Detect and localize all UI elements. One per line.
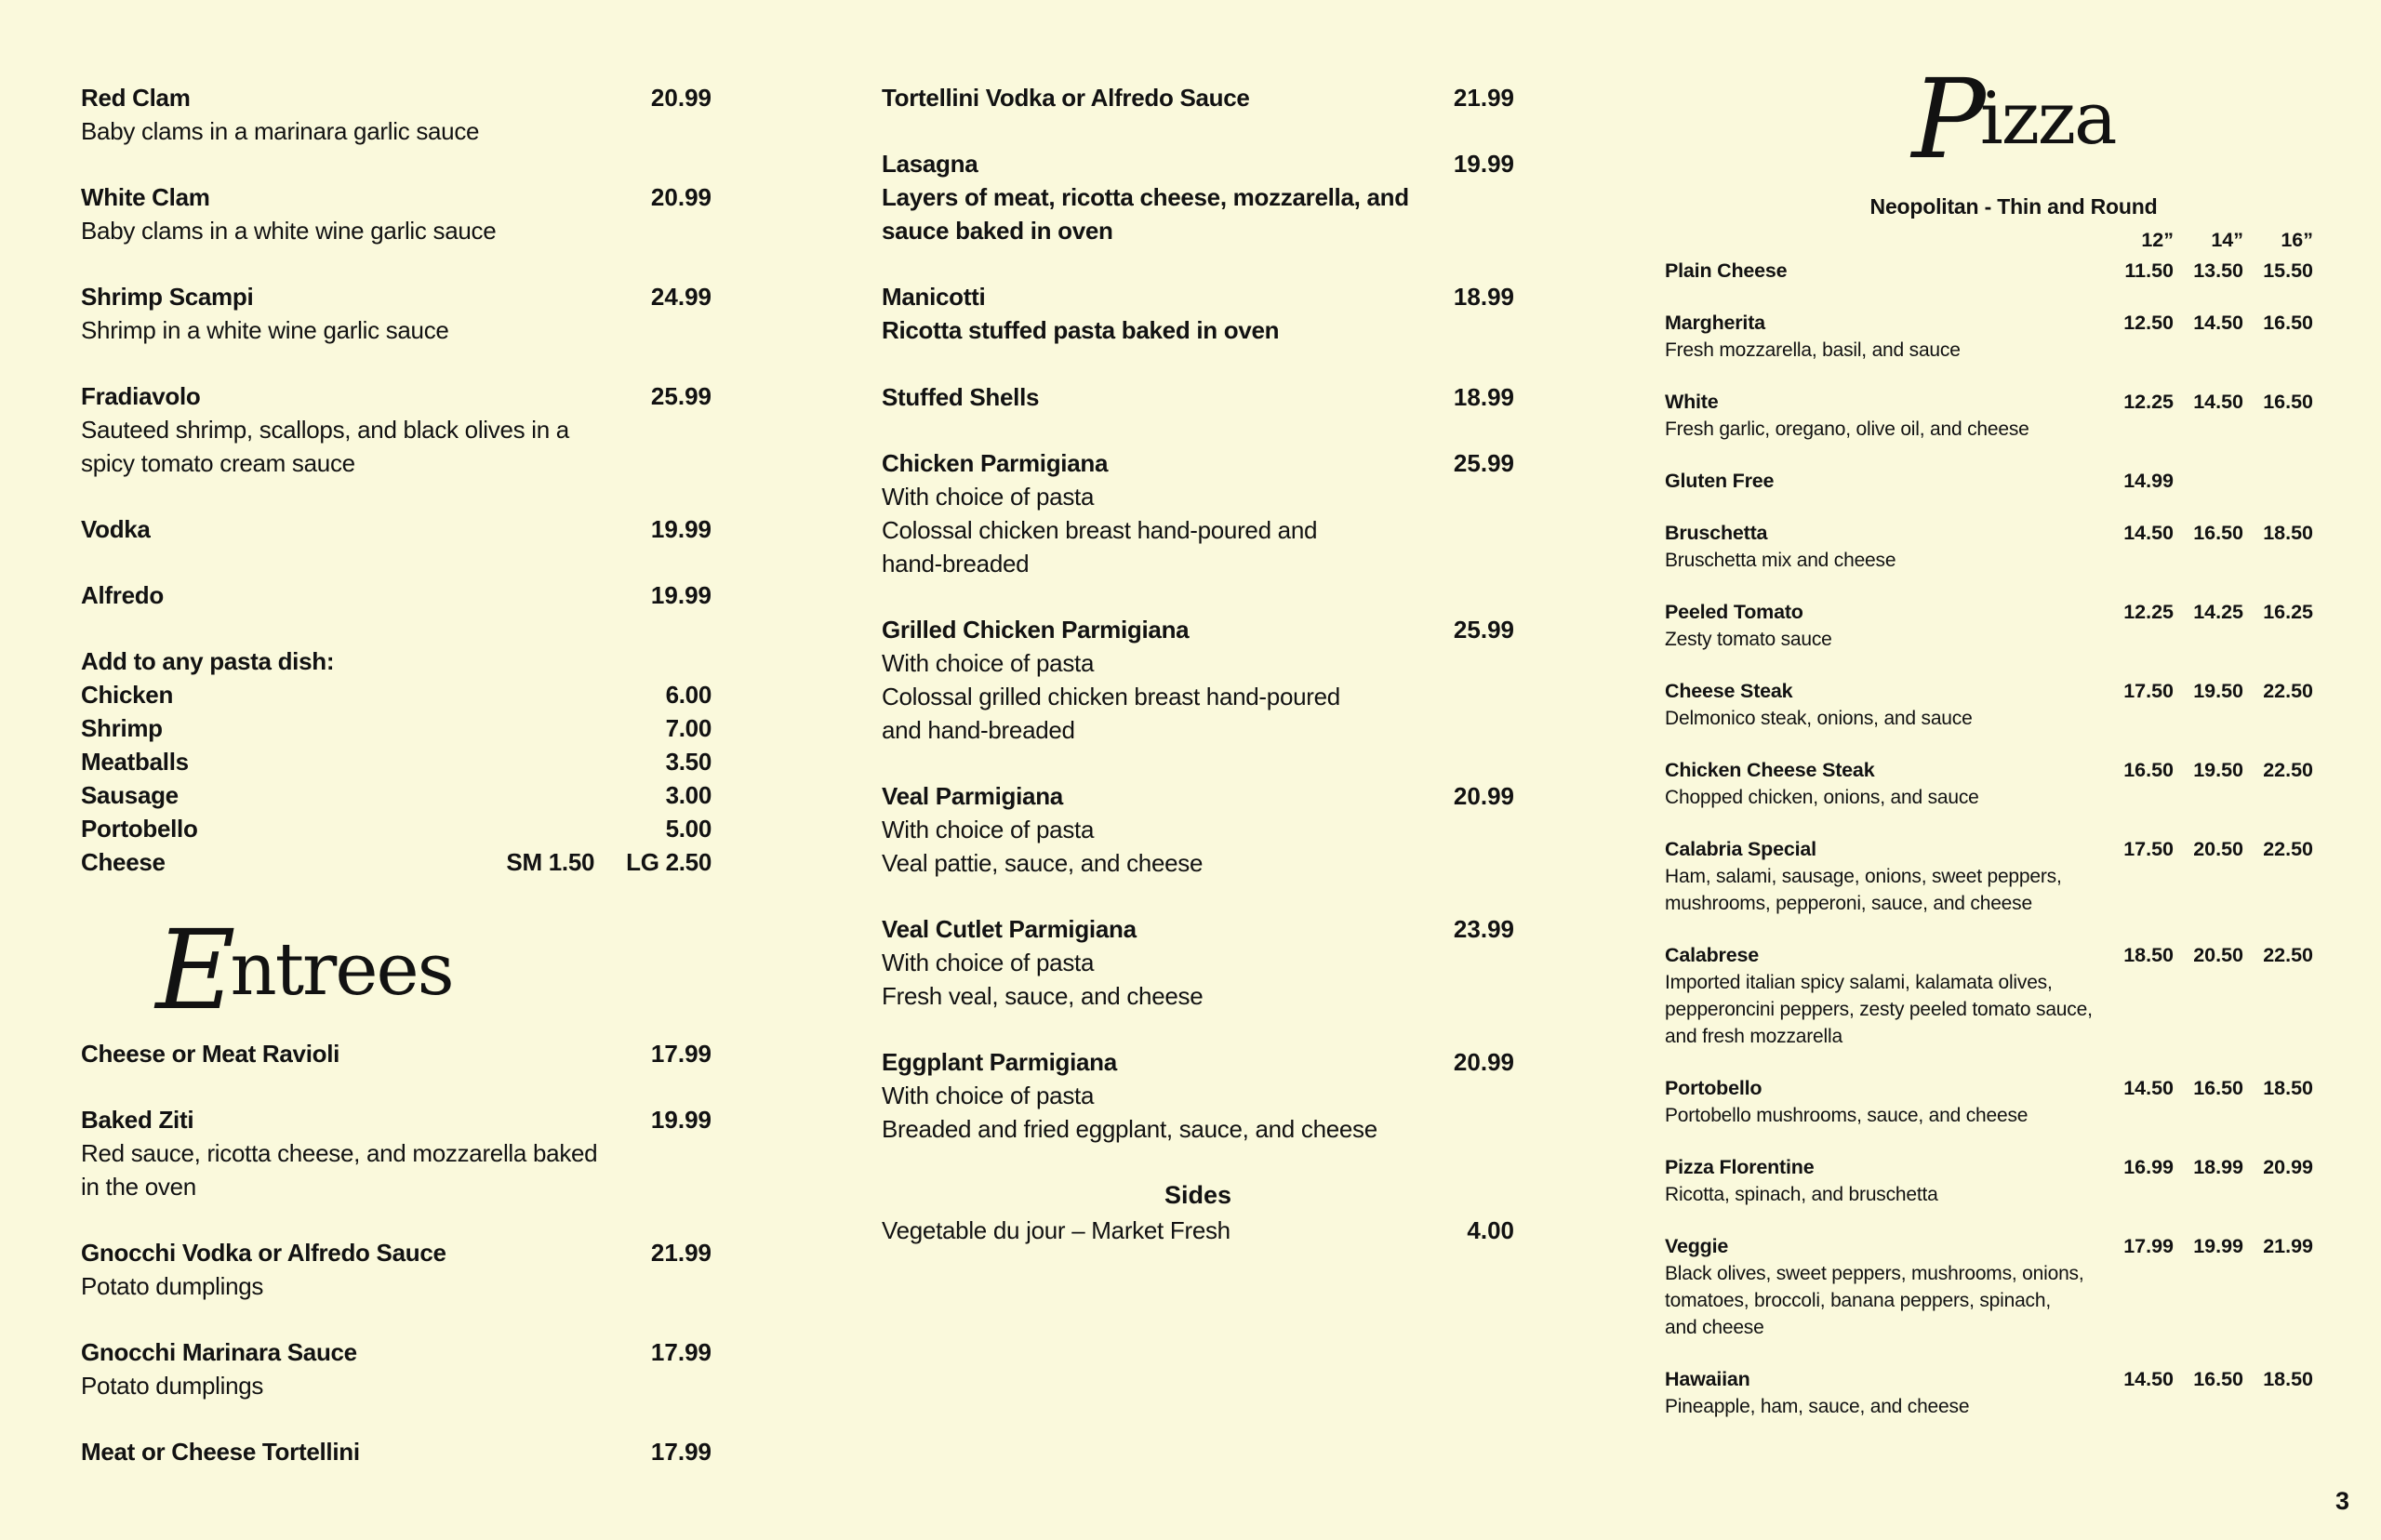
menu-item-desc-line: Baby clams in a white wine garlic sauce xyxy=(81,217,497,245)
addon-price: 7.00 xyxy=(665,714,712,742)
menu-item-name: Veal Parmigiana xyxy=(882,782,1063,810)
pizza-item xyxy=(1665,757,2313,811)
page-number: 3 xyxy=(2334,1487,2349,1515)
menu-item-desc-line: Baby clams in a marinara garlic sauce xyxy=(81,117,480,145)
pizza-item-row xyxy=(1665,757,2313,784)
pizza-price-12: 12.25 xyxy=(2123,601,2174,623)
pizza-item-row xyxy=(1665,1154,2313,1181)
pizza-size-header-row xyxy=(1665,227,2313,254)
menu-item-desc-line: Red sauce, ricotta cheese, and mozzarella baked xyxy=(81,1139,598,1167)
menu-item-row xyxy=(81,280,712,313)
menu-item xyxy=(81,379,712,480)
pizza-price-12: 14.50 xyxy=(2123,1368,2174,1390)
menu-item-desc-line: Shrimp in a white wine garlic sauce xyxy=(81,316,449,344)
pizza-price-12: 18.50 xyxy=(2123,944,2174,966)
pizza-item xyxy=(1665,520,2313,574)
pizza-item-row xyxy=(1665,599,2313,626)
menu-item xyxy=(882,380,1514,414)
pizza-price-16: 22.50 xyxy=(2263,944,2313,966)
pizza-item-desc-line: Chopped chicken, onions, and sauce xyxy=(1665,787,1979,808)
menu-item-row xyxy=(882,380,1514,414)
menu-item xyxy=(81,1037,712,1070)
size-header-12: 12” xyxy=(2141,229,2174,251)
pizza-item xyxy=(1665,1233,2313,1341)
pizza-item-desc-line: pepperoncini peppers, zesty peeled tomato sauce, xyxy=(1665,999,2093,1020)
menu-item xyxy=(81,280,712,347)
pizza-price-12: 12.25 xyxy=(2123,391,2174,413)
menu-item-price: 24.99 xyxy=(650,283,712,311)
size-header-spacer xyxy=(1665,227,2104,254)
pizza-price-16: 18.50 xyxy=(2263,1368,2313,1390)
pizza-price-14: 13.50 xyxy=(2193,259,2243,282)
menu-item xyxy=(81,512,712,546)
cheese-price-group xyxy=(506,845,712,879)
menu-item-desc-line: Sauteed shrimp, scallops, and black olives in a xyxy=(81,416,569,444)
addon-price-small: SM 1.50 xyxy=(506,848,595,876)
menu-item-name: Veal Cutlet Parmigiana xyxy=(882,915,1137,943)
menu-item-row xyxy=(81,1236,712,1269)
pizza-item-desc-line: Ham, salami, sausage, onions, sweet peppers, xyxy=(1665,866,2062,887)
menu-item-desc-line: With choice of pasta xyxy=(882,816,1095,843)
pizza-item-desc-line: Portobello mushrooms, sauce, and cheese xyxy=(1665,1105,2029,1126)
menu-item-name: Alfredo xyxy=(81,581,164,609)
menu-item-desc-line: Veal pattie, sauce, and cheese xyxy=(882,849,1204,877)
menu-item-desc-line: With choice of pasta xyxy=(882,649,1095,677)
menu-item-desc-line: Colossal chicken breast hand-poured and xyxy=(882,516,1318,544)
addon-row-cheese xyxy=(81,845,712,879)
pizza-item-desc-line: mushrooms, pepperoni, sauce, and cheese xyxy=(1665,893,2032,914)
pizza-section-heading xyxy=(1716,54,2311,184)
pizza-item-name: Plain Cheese xyxy=(1665,259,1788,282)
menu-item xyxy=(882,1045,1514,1146)
pizza-item xyxy=(1665,310,2313,364)
menu-item-row xyxy=(81,512,712,546)
menu-item xyxy=(81,1435,712,1468)
pizza-price-14: 14.50 xyxy=(2193,312,2243,334)
pizza-price-12: 16.99 xyxy=(2123,1156,2174,1178)
pizza-price-14: 18.99 xyxy=(2193,1156,2243,1178)
menu-item-price: 20.99 xyxy=(650,183,712,211)
menu-item-desc-line: With choice of pasta xyxy=(882,949,1095,976)
pizza-item-row xyxy=(1665,836,2313,863)
pizza-item-desc-line: Zesty tomato sauce xyxy=(1665,629,1832,650)
entrees-heading-initial: E xyxy=(155,905,231,1034)
addon-name: Cheese xyxy=(81,848,166,876)
menu-item-price: 20.99 xyxy=(1453,1048,1514,1076)
pizza-item xyxy=(1665,389,2313,443)
size-header-16: 16” xyxy=(2281,229,2313,251)
menu-item-row xyxy=(882,912,1514,946)
menu-item-name: Gnocchi Vodka or Alfredo Sauce xyxy=(81,1239,446,1267)
pizza-price-14: 16.50 xyxy=(2193,1368,2243,1390)
pizza-price-14: 19.99 xyxy=(2193,1235,2243,1257)
menu-item-desc-line: sauce baked in oven xyxy=(882,217,1113,245)
pizza-price-16: 22.50 xyxy=(2263,759,2313,781)
pizza-price-12: 12.50 xyxy=(2123,312,2174,334)
pizza-item-name: Cheese Steak xyxy=(1665,680,1793,702)
pizza-item-desc-line: Delmonico steak, onions, and sauce xyxy=(1665,708,1973,729)
pizza-item-name: Calabria Special xyxy=(1665,838,1816,860)
pizza-item xyxy=(1665,836,2313,917)
pizza-item xyxy=(1665,1366,2313,1420)
pizza-item-desc-line: tomatoes, broccoli, banana peppers, spinach, xyxy=(1665,1290,2051,1311)
pizza-item-name: Calabrese xyxy=(1665,944,1759,966)
menu-item xyxy=(882,779,1514,880)
pizza-price-12: 14.50 xyxy=(2123,522,2174,544)
addon-name: Chicken xyxy=(81,681,174,709)
pizza-price-16: 16.50 xyxy=(2263,391,2313,413)
menu-item xyxy=(882,147,1514,247)
menu-item xyxy=(882,912,1514,1013)
menu-item-row xyxy=(81,1103,712,1136)
pizza-column xyxy=(1665,54,2313,1445)
menu-item xyxy=(81,1103,712,1203)
menu-item-desc-line: Colossal grilled chicken breast hand-poured xyxy=(882,683,1340,710)
menu-item-name: White Clam xyxy=(81,183,210,211)
menu-item-row xyxy=(81,81,712,114)
menu-item-name: Red Clam xyxy=(81,84,191,112)
menu-item-name: Meat or Cheese Tortellini xyxy=(81,1438,360,1466)
menu-item-price: 20.99 xyxy=(650,84,712,112)
pizza-item-row xyxy=(1665,678,2313,705)
menu-item-price: 25.99 xyxy=(1453,616,1514,644)
pizza-price-14: 19.50 xyxy=(2193,759,2243,781)
menu-item-name: Fradiavolo xyxy=(81,382,201,410)
menu-item-row xyxy=(81,1435,712,1468)
menu-item-price: 19.99 xyxy=(650,581,712,609)
menu-item-desc-line: spicy tomato cream sauce xyxy=(81,449,355,477)
menu-item-row xyxy=(81,578,712,612)
pizza-item-desc-line: Pineapple, ham, sauce, and cheese xyxy=(1665,1396,1970,1417)
pizza-item xyxy=(1665,1075,2313,1129)
side-item-price: 4.00 xyxy=(1467,1216,1514,1244)
pizza-item-name: Pizza Florentine xyxy=(1665,1156,1815,1178)
addon-row xyxy=(81,778,712,812)
pizza-item-name: Portobello xyxy=(1665,1077,1762,1099)
menu-item xyxy=(882,446,1514,580)
menu-item-desc-line: hand-breaded xyxy=(882,550,1030,578)
menu-item-row xyxy=(81,180,712,214)
pizza-price-14: 20.50 xyxy=(2193,838,2243,860)
side-item-row xyxy=(882,1214,1514,1247)
pizza-price-12: 11.50 xyxy=(2124,259,2174,282)
menu-item-desc-line: Ricotta stuffed pasta baked in oven xyxy=(882,316,1280,344)
pizza-price-14: 14.25 xyxy=(2193,601,2243,623)
menu-item-row xyxy=(81,1037,712,1070)
pizza-item-row xyxy=(1665,520,2313,547)
menu-item-row xyxy=(882,446,1514,480)
pizza-price-16: 16.50 xyxy=(2263,312,2313,334)
pizza-item-name: Veggie xyxy=(1665,1235,1729,1257)
menu-item-row xyxy=(81,379,712,413)
addon-row xyxy=(81,711,712,745)
pizza-item-name: Margherita xyxy=(1665,312,1765,334)
pizza-price-16: 20.99 xyxy=(2263,1156,2313,1178)
addon-price: 3.00 xyxy=(665,781,712,809)
pizza-price-16: 22.50 xyxy=(2263,680,2313,702)
menu-item-desc-line: Fresh veal, sauce, and cheese xyxy=(882,982,1204,1010)
menu-item-price: 25.99 xyxy=(650,382,712,410)
menu-item-row xyxy=(882,147,1514,180)
menu-item xyxy=(882,280,1514,347)
menu-item-price: 17.99 xyxy=(650,1438,712,1466)
pizza-header xyxy=(1716,54,2311,219)
pizza-price-14: 16.50 xyxy=(2193,522,2243,544)
menu-item-name: Cheese or Meat Ravioli xyxy=(81,1040,340,1068)
addons-heading: Add to any pasta dish: xyxy=(81,647,335,675)
menu-item-row xyxy=(882,613,1514,646)
menu-item-price: 19.99 xyxy=(650,1106,712,1134)
menu-item-price: 18.99 xyxy=(1453,383,1514,411)
menu-item-price: 23.99 xyxy=(1453,915,1514,943)
pizza-item-row xyxy=(1665,942,2313,969)
pizza-price-12: 16.50 xyxy=(2123,759,2174,781)
pizza-heading-initial: P xyxy=(1911,54,1980,183)
pasta-column xyxy=(81,81,712,1501)
pizza-price-16: 18.50 xyxy=(2263,1077,2313,1099)
menu-item-name: Grilled Chicken Parmigiana xyxy=(882,616,1190,644)
pizza-item xyxy=(1665,942,2313,1050)
pizza-price-12: 14.50 xyxy=(2123,1077,2174,1099)
menu-item-desc-line: Potato dumplings xyxy=(81,1372,264,1400)
menu-item-desc-line: in the oven xyxy=(81,1173,196,1201)
menu-item-desc-line: With choice of pasta xyxy=(882,483,1095,511)
menu-item-desc-line: With choice of pasta xyxy=(882,1082,1095,1109)
menu-item-price: 21.99 xyxy=(650,1239,712,1267)
pizza-price-14: 20.50 xyxy=(2193,944,2243,966)
menu-item-name: Chicken Parmigiana xyxy=(882,449,1109,477)
pizza-item-name: Peeled Tomato xyxy=(1665,601,1803,623)
pizza-item-name: Gluten Free xyxy=(1665,470,1775,492)
addon-name: Shrimp xyxy=(81,714,163,742)
menu-item-price: 18.99 xyxy=(1453,283,1514,311)
size-header-14: 14” xyxy=(2211,229,2243,251)
pizza-price-16: 15.50 xyxy=(2263,259,2313,282)
menu-item-name: Tortellini Vodka or Alfredo Sauce xyxy=(882,84,1250,112)
pizza-item xyxy=(1665,678,2313,732)
menu-item xyxy=(81,81,712,148)
addon-price-large: LG 2.50 xyxy=(626,848,712,876)
menu-item xyxy=(81,578,712,612)
side-item-name: Vegetable du jour – Market Fresh xyxy=(882,1216,1230,1244)
pizza-heading-rest: izza xyxy=(1979,76,2116,161)
menu-item-row xyxy=(882,1045,1514,1079)
menu-item-price: 25.99 xyxy=(1453,449,1514,477)
pizza-item-row xyxy=(1665,389,2313,416)
menu-item-name: Gnocchi Marinara Sauce xyxy=(81,1338,357,1366)
pizza-item xyxy=(1665,599,2313,653)
pizza-item-desc-line: Ricotta, spinach, and bruschetta xyxy=(1665,1184,1938,1205)
addon-name: Portobello xyxy=(81,815,198,843)
addon-price: 3.50 xyxy=(665,748,712,776)
pizza-item-desc-line: Fresh mozzarella, basil, and sauce xyxy=(1665,339,1961,361)
pizza-item-desc-line: Fresh garlic, oregano, olive oil, and cheese xyxy=(1665,418,2029,440)
pizza-price-14: 19.50 xyxy=(2193,680,2243,702)
menu-item-price: 19.99 xyxy=(650,515,712,543)
addon-name: Sausage xyxy=(81,781,179,809)
entrees-continued-column xyxy=(882,81,1514,1247)
menu-item-price: 21.99 xyxy=(1453,84,1514,112)
pizza-item-desc-line: and cheese xyxy=(1665,1317,1764,1338)
pizza-item-name: White xyxy=(1665,391,1719,413)
pizza-item xyxy=(1665,468,2313,495)
pizza-item xyxy=(1665,258,2313,285)
pizza-price-16: 21.99 xyxy=(2263,1235,2313,1257)
menu-item xyxy=(81,1236,712,1303)
menu-item xyxy=(81,180,712,247)
menu-item-name: Vodka xyxy=(81,515,151,543)
pizza-subheading: Neopolitan - Thin and Round xyxy=(1869,194,2158,219)
addon-row xyxy=(81,678,712,711)
menu-item-name: Lasagna xyxy=(882,150,978,178)
menu-item-row xyxy=(882,280,1514,313)
pizza-price-16: 16.25 xyxy=(2263,601,2313,623)
menu-item-name: Manicotti xyxy=(882,283,986,311)
pizza-item-row xyxy=(1665,258,2313,285)
pizza-item xyxy=(1665,1154,2313,1208)
pizza-item-row xyxy=(1665,1075,2313,1102)
menu-item-desc-line: and hand-breaded xyxy=(882,716,1075,744)
menu-item xyxy=(882,81,1514,114)
addon-price: 5.00 xyxy=(665,815,712,843)
menu-item-desc-line: Potato dumplings xyxy=(81,1272,264,1300)
pizza-price-12: 17.50 xyxy=(2123,680,2174,702)
pizza-item-name: Hawaiian xyxy=(1665,1368,1750,1390)
menu-item-price: 17.99 xyxy=(650,1338,712,1366)
menu-item-row xyxy=(882,779,1514,813)
pizza-price-14: 16.50 xyxy=(2193,1077,2243,1099)
pizza-item-desc-line: and fresh mozzarella xyxy=(1665,1026,1842,1047)
pizza-price-16: 18.50 xyxy=(2263,522,2313,544)
pizza-item-row xyxy=(1665,468,2313,495)
entrees-section-heading xyxy=(81,905,527,1034)
pizza-item-desc-line: Black olives, sweet peppers, mushrooms, onions, xyxy=(1665,1263,2084,1284)
addon-price: 6.00 xyxy=(665,681,712,709)
menu-item-desc-line: Layers of meat, ricotta cheese, mozzarella, and xyxy=(882,183,1409,211)
pizza-price-12: 17.99 xyxy=(2123,1235,2174,1257)
menu-item-price: 17.99 xyxy=(650,1040,712,1068)
menu-item-name: Shrimp Scampi xyxy=(81,283,254,311)
pizza-price-12: 14.99 xyxy=(2123,470,2174,492)
pizza-price-14: 14.50 xyxy=(2193,391,2243,413)
menu-item-price: 19.99 xyxy=(1453,150,1514,178)
addon-row xyxy=(81,745,712,778)
pizza-item-row xyxy=(1665,1366,2313,1393)
pizza-item-desc-line: Imported italian spicy salami, kalamata olives, xyxy=(1665,972,2053,993)
addon-row xyxy=(81,812,712,845)
menu-item-price: 20.99 xyxy=(1453,782,1514,810)
pizza-item-row xyxy=(1665,1233,2313,1260)
menu-item-row xyxy=(81,1335,712,1369)
menu-item xyxy=(81,1335,712,1402)
menu-item-name: Baked Ziti xyxy=(81,1106,194,1134)
addon-name: Meatballs xyxy=(81,748,189,776)
pizza-item-name: Bruschetta xyxy=(1665,522,1768,544)
menu-item xyxy=(882,613,1514,747)
entrees-heading-rest: ntrees xyxy=(230,927,453,1012)
menu-item-row xyxy=(882,81,1514,114)
pizza-item-name: Chicken Cheese Steak xyxy=(1665,759,1875,781)
menu-item-name: Stuffed Shells xyxy=(882,383,1040,411)
pizza-item-row xyxy=(1665,310,2313,337)
pizza-price-16: 22.50 xyxy=(2263,838,2313,860)
pizza-price-12: 17.50 xyxy=(2123,838,2174,860)
menu-item-name: Eggplant Parmigiana xyxy=(882,1048,1117,1076)
pizza-item-desc-line: Bruschetta mix and cheese xyxy=(1665,550,1896,571)
sides-section-heading: Sides xyxy=(1164,1181,1232,1209)
menu-item-desc-line: Breaded and fried eggplant, sauce, and cheese xyxy=(882,1115,1377,1143)
